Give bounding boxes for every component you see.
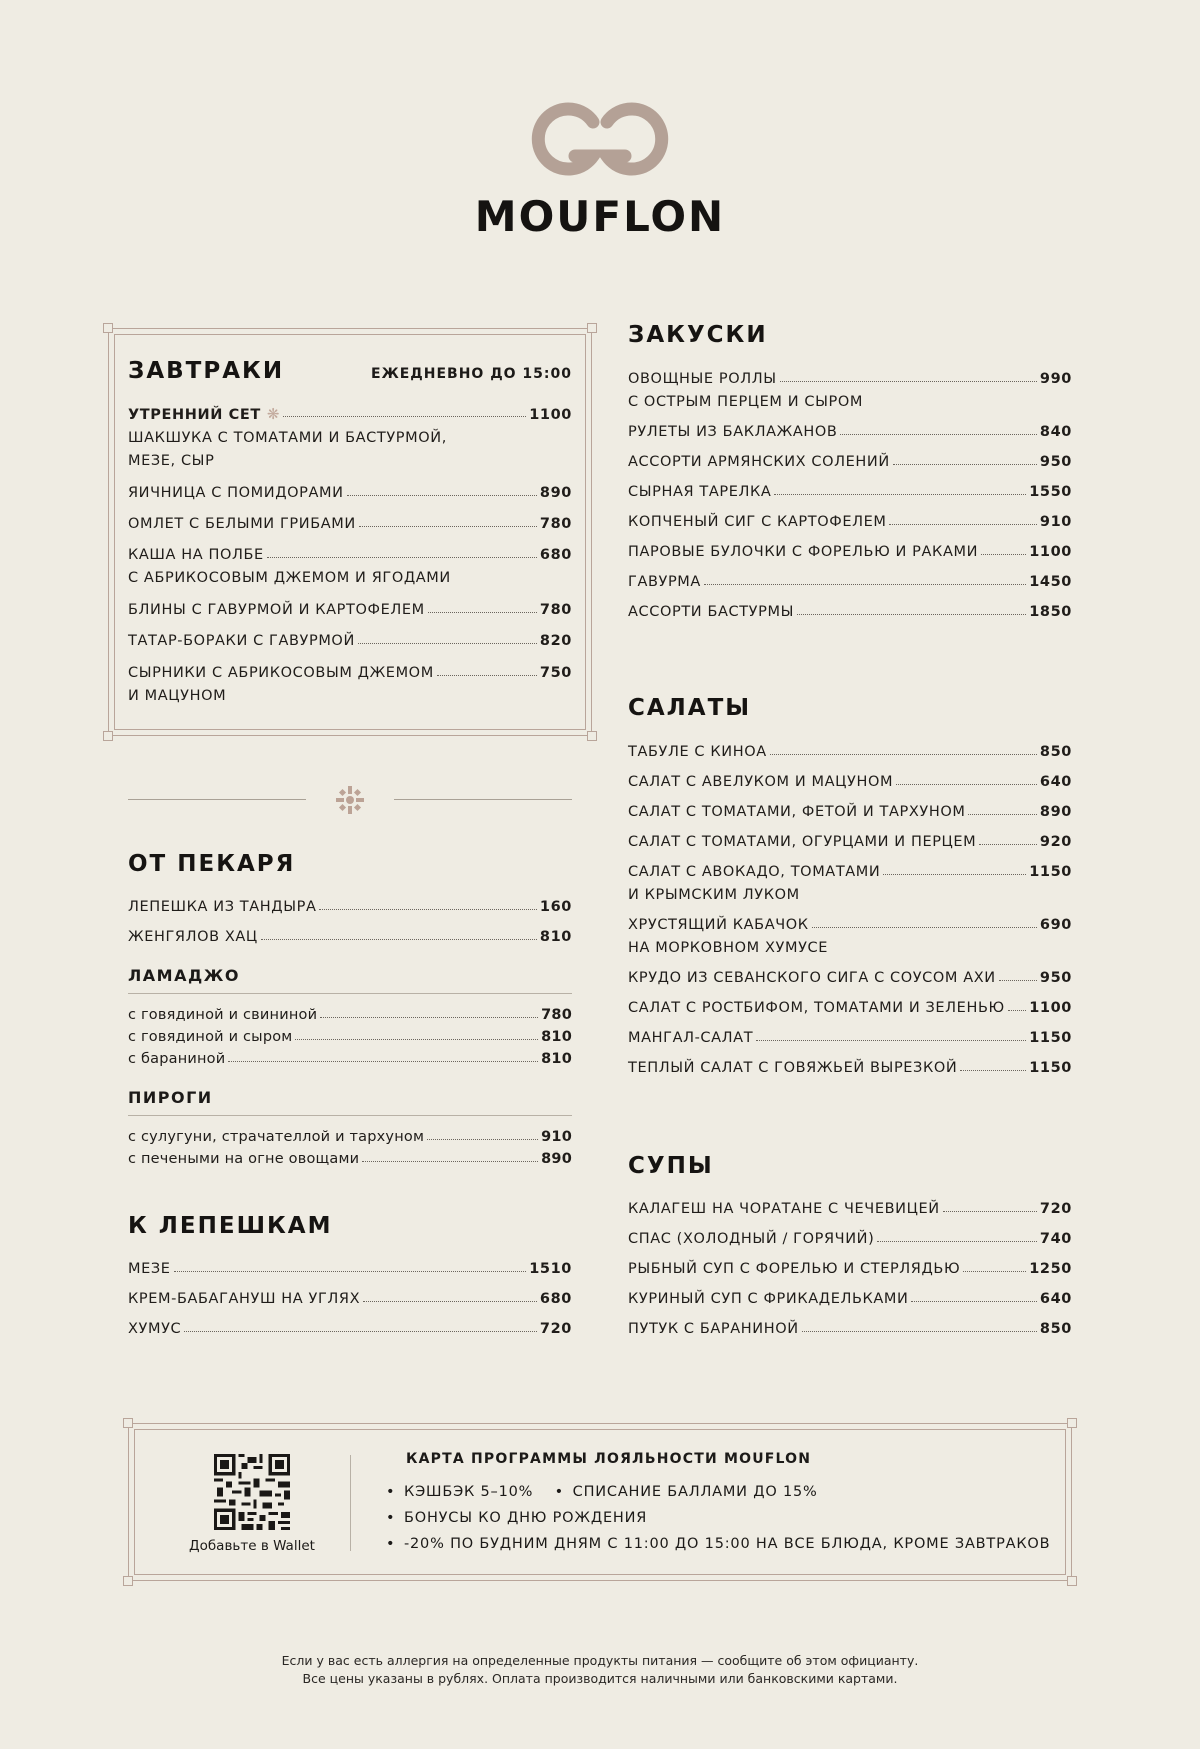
menu-item: [628, 481, 1072, 504]
item-desc: И МАЦУНОМ: [128, 688, 227, 704]
menu-item: [628, 1057, 1072, 1080]
to-bread-title: К ЛЕПЕШКАМ: [128, 1213, 333, 1239]
item-name: САЛАТ С АВЕЛУКОМ И МАЦУНОМ: [628, 774, 894, 790]
menu-item: [128, 1126, 572, 1148]
menu-item: [628, 801, 1072, 824]
item-name: РЫБНЫЙ СУП С ФОРЕЛЬЮ И СТЕРЛЯДЬЮ: [628, 1261, 961, 1277]
item-name: САЛАТ С РОСТБИФОМ, ТОМАТАМИ И ЗЕЛЕНЬЮ: [628, 1000, 1005, 1016]
menu-item: [628, 1258, 1072, 1281]
item-price: 1250: [1029, 1261, 1072, 1277]
menu-item: [128, 1148, 572, 1170]
item-name: КРУДО ИЗ СЕВАНСКОГО СИГА С СОУСОМ АХИ: [628, 970, 996, 986]
item-name: СЫРНАЯ ТАРЕЛКА: [628, 484, 772, 500]
menu-item: [128, 926, 572, 949]
item-desc: С АБРИКОСОВЫМ ДЖЕМОМ И ЯГОДАМИ: [128, 570, 451, 586]
item-desc: ШАКШУКА С ТОМАТАМИ И БАСТУРМОЙ,: [128, 430, 447, 446]
item-name: ГАВУРМА: [628, 574, 701, 590]
item-name: КРЕМ-БАБАГАНУШ НА УГЛЯХ: [128, 1291, 361, 1307]
menu-item: [628, 831, 1072, 854]
item-name: СЫРНИКИ С АБРИКОСОВЫМ ДЖЕМОМ: [128, 665, 434, 681]
item-name: КУРИНЫЙ СУП С ФРИКАДЕЛЬКАМИ: [628, 1291, 909, 1307]
item-price: 810: [541, 1051, 572, 1067]
item-price: 1450: [1029, 574, 1072, 590]
menu-item: [128, 1026, 572, 1048]
item-price: 890: [541, 1151, 572, 1167]
item-name: РУЛЕТЫ ИЗ БАКЛАЖАНОВ: [628, 424, 838, 440]
double-spiral-logo-icon: [525, 100, 675, 178]
item-price: 890: [1039, 804, 1072, 820]
soups-title: СУПЫ: [628, 1153, 714, 1179]
menu-item: [128, 630, 572, 653]
item-name: СПАС (ХОЛОДНЫЙ / ГОРЯЧИЙ): [628, 1231, 875, 1247]
qr-code-icon: [214, 1454, 290, 1530]
menu-item: [628, 571, 1072, 594]
item-price: 1100: [1029, 1000, 1072, 1016]
ornament-divider: [128, 780, 572, 820]
item-price: 780: [539, 602, 572, 618]
item-price: 720: [539, 1321, 572, 1337]
breakfast-hours: ЕЖЕДНЕВНО ДО 15:00: [371, 366, 572, 382]
menu-item: [128, 1258, 572, 1281]
loyalty-title: КАРТА ПРОГРАММЫ ЛОЯЛЬНОСТИ MOUFLON: [406, 1451, 812, 1467]
loyalty-bullet: СПИСАНИЕ БАЛЛАМИ ДО 15%: [572, 1484, 818, 1500]
item-name: ЯИЧНИЦА С ПОМИДОРАМИ: [128, 485, 344, 501]
item-price: 780: [539, 516, 572, 532]
item-name: АССОРТИ БАСТУРМЫ: [628, 604, 794, 620]
menu-item: [628, 368, 1072, 414]
item-name: с сулугуни, страчателлой и тархуном: [128, 1129, 425, 1145]
menu-item: [628, 601, 1072, 624]
menu-item: [628, 1228, 1072, 1251]
item-name: ЖЕНГЯЛОВ ХАЦ: [128, 929, 258, 945]
footer-note: [0, 1652, 1200, 1688]
loyalty-bullet: КЭШБЭК 5–10%: [404, 1484, 534, 1500]
menu-item: [128, 662, 572, 708]
ornament-icon: [334, 784, 366, 816]
item-name: САЛАТ С ТОМАТАМИ, ФЕТОЙ И ТАРХУНОМ: [628, 804, 966, 820]
menu-item: [628, 541, 1072, 564]
loyalty-bullet-line: • БОНУСЫ КО ДНЮ РОЖДЕНИЯ: [386, 1510, 648, 1526]
item-price: 1550: [1029, 484, 1072, 500]
item-price: 1850: [1029, 604, 1072, 620]
item-price: 920: [1039, 834, 1072, 850]
item-name: ОМЛЕТ С БЕЛЫМИ ГРИБАМИ: [128, 516, 356, 532]
snacks-title: ЗАКУСКИ: [628, 322, 768, 348]
item-name: БЛИНЫ С ГАВУРМОЙ И КАРТОФЕЛЕМ: [128, 602, 425, 618]
menu-item: [128, 1004, 572, 1026]
menu-item: [128, 599, 572, 622]
logo: [0, 100, 1200, 241]
menu-item: [128, 544, 572, 590]
item-desc: С ОСТРЫМ ПЕРЦЕМ И СЫРОМ: [628, 394, 863, 410]
item-desc: НА МОРКОВНОМ ХУМУСЕ: [628, 940, 828, 956]
item-name: ПУТУК С БАРАНИНОЙ: [628, 1321, 799, 1337]
item-name: ЛЕПЕШКА ИЗ ТАНДЫРА: [128, 899, 317, 915]
item-name: КАЛАГЕШ НА ЧОРАТАНЕ С ЧЕЧЕВИЦЕЙ: [628, 1201, 940, 1217]
menu-item: [628, 861, 1072, 907]
item-price: 1100: [1029, 544, 1072, 560]
item-price: 690: [1039, 917, 1072, 933]
item-name: САЛАТ С АВОКАДО, ТОМАТАМИ: [628, 864, 881, 880]
qr-caption: Добавьте в Wallet: [189, 1538, 315, 1554]
item-name: ПАРОВЫЕ БУЛОЧКИ С ФОРЕЛЬЮ И РАКАМИ: [628, 544, 979, 560]
menu-item: [128, 1048, 572, 1070]
menu-item: [628, 1198, 1072, 1221]
item-name: АССОРТИ АРМЯНСКИХ СОЛЕНИЙ: [628, 454, 890, 470]
item-name: САЛАТ С ТОМАТАМИ, ОГУРЦАМИ И ПЕРЦЕМ: [628, 834, 977, 850]
item-price: 910: [541, 1129, 572, 1145]
item-price: 680: [539, 1291, 572, 1307]
item-price: 810: [541, 1029, 572, 1045]
menu-item: [128, 403, 572, 473]
item-price: 780: [541, 1007, 572, 1023]
item-name: с печеными на огне овощами: [128, 1151, 360, 1167]
baker-title: ОТ ПЕКАРЯ: [128, 851, 296, 877]
menu-item: [628, 1288, 1072, 1311]
item-name: с говядиной и свининой: [128, 1007, 318, 1023]
item-name: МАНГАЛ-САЛАТ: [628, 1030, 754, 1046]
menu-item: [628, 1318, 1072, 1341]
menu-item: [128, 1318, 572, 1341]
loyalty-bullet-line: • КЭШБЭК 5–10% • СПИСАНИЕ БАЛЛАМИ ДО 15%: [386, 1484, 818, 1500]
loyalty-separator: [350, 1455, 351, 1551]
item-price: 640: [1039, 774, 1072, 790]
item-price: 680: [539, 547, 572, 563]
item-price: 950: [1039, 970, 1072, 986]
item-price: 160: [539, 899, 572, 915]
item-name: с говядиной и сыром: [128, 1029, 293, 1045]
menu-item: [628, 771, 1072, 794]
item-price: 1100: [529, 407, 572, 423]
item-name: ТАБУЛЕ С КИНОА: [628, 744, 767, 760]
item-name: с бараниной: [128, 1051, 226, 1067]
item-name: КАША НА ПОЛБЕ: [128, 547, 264, 563]
menu-item: [628, 421, 1072, 444]
footer-line: Если у вас есть аллергия на определенные продукты питания — сообщите об этом официанту.: [281, 1653, 919, 1668]
loyalty-bullet-line: • -20% ПО БУДНИМ ДНЯМ С 11:00 ДО 15:00 НА ВСЕ БЛЮДА, КРОМЕ ЗАВТРАКОВ: [386, 1536, 1051, 1552]
item-price: 810: [539, 929, 572, 945]
item-price: 850: [1039, 1321, 1072, 1337]
snowflake-icon: ❋: [266, 405, 281, 423]
item-name: ТАТАР-БОРАКИ С ГАВУРМОЙ: [128, 633, 355, 649]
item-price: 890: [539, 485, 572, 501]
item-price: 720: [1039, 1201, 1072, 1217]
item-price: 1150: [1029, 864, 1072, 880]
item-price: 820: [539, 633, 572, 649]
menu-item: [628, 914, 1072, 960]
loyalty-bullet: -20% ПО БУДНИМ ДНЯМ С 11:00 ДО 15:00 НА ВСЕ БЛЮДА, КРОМЕ ЗАВТРАКОВ: [404, 1536, 1051, 1552]
item-desc: МЕЗЕ, СЫР: [128, 453, 215, 469]
menu-item: [128, 513, 572, 536]
item-name: УТРЕННИЙ СЕТ: [128, 407, 261, 423]
menu-item: [128, 482, 572, 505]
item-name: ХУМУС: [128, 1321, 182, 1337]
footer-line: Все цены указаны в рублях. Оплата производится наличными или банковскими картами.: [302, 1671, 898, 1686]
item-name: ОВОЩНЫЕ РОЛЛЫ: [628, 371, 777, 387]
brand-name: MOUFLON: [474, 192, 726, 241]
item-price: 950: [1039, 454, 1072, 470]
lamajo-title: ЛАМАДЖО: [128, 966, 572, 994]
item-desc: И КРЫМСКИМ ЛУКОМ: [628, 887, 800, 903]
item-name: КОПЧЕНЫЙ СИГ С КАРТОФЕЛЕМ: [628, 514, 887, 530]
menu-item: [628, 997, 1072, 1020]
item-price: 850: [1039, 744, 1072, 760]
item-name: ТЕПЛЫЙ САЛАТ С ГОВЯЖЬЕЙ ВЫРЕЗКОЙ: [628, 1060, 958, 1076]
menu-item: [128, 1288, 572, 1311]
item-price: 740: [1039, 1231, 1072, 1247]
item-price: 750: [539, 665, 572, 681]
item-price: 1510: [529, 1261, 572, 1277]
item-price: 990: [1039, 371, 1072, 387]
menu-item: [628, 451, 1072, 474]
breakfast-title: ЗАВТРАКИ: [128, 358, 285, 384]
menu-item: [628, 511, 1072, 534]
menu-item: [628, 967, 1072, 990]
pies-title: ПИРОГИ: [128, 1088, 572, 1116]
loyalty-bullet: БОНУСЫ КО ДНЮ РОЖДЕНИЯ: [404, 1510, 648, 1526]
menu-item: [628, 741, 1072, 764]
menu-item: [628, 1027, 1072, 1050]
item-name: ХРУСТЯЩИЙ КАБАЧОК: [628, 917, 809, 933]
item-price: 640: [1039, 1291, 1072, 1307]
salads-title: САЛАТЫ: [628, 695, 752, 721]
item-price: 910: [1039, 514, 1072, 530]
item-price: 1150: [1029, 1030, 1072, 1046]
item-price: 1150: [1029, 1060, 1072, 1076]
menu-item: [128, 896, 572, 919]
item-price: 840: [1039, 424, 1072, 440]
item-name: МЕЗЕ: [128, 1261, 171, 1277]
